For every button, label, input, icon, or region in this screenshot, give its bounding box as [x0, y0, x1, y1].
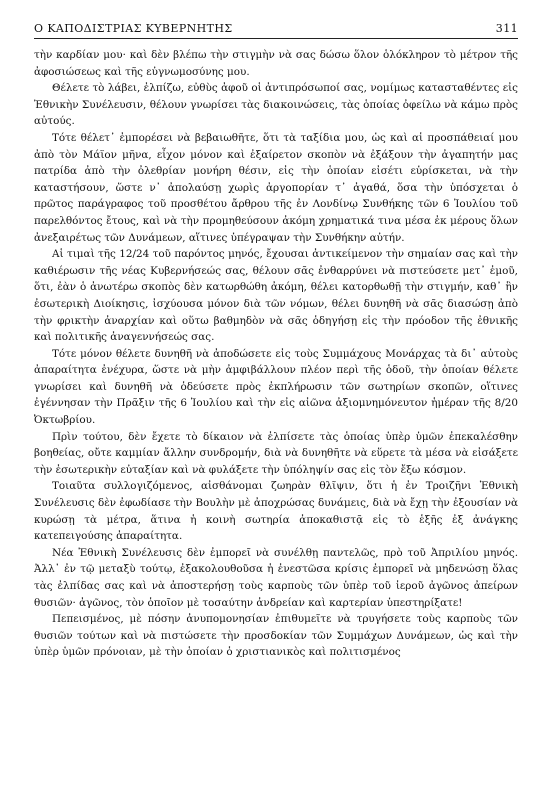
running-title: Ο ΚΑΠΟΔΙΣΤΡΙΑΣ ΚΥΒΕΡΝΗΤΗΣ	[34, 22, 233, 35]
paragraph: Τότε θέλετ᾽ ἐμπορέσει νὰ βεβαιωθῆτε, ὅτι τὰ ταξίδια μου, ὡς καὶ αἱ προσπάθειαί μου ἀπὸ τὸν Μάϊον μῆνα, εἶχον μόνον καὶ ἐξαίρετον σκοπὸν νὰ ἐξάξουν τὴν ἀγαπητήν μας πατρίδα ἀπὸ τὴν ὀλεθρίαν μονήρη θέσιν, εἰς τὴν ὁποίαν εἰσέτι εὑρίσκεται, νὰ τὴν καταστήσουν, ὥστε ν᾽ ἀπολαύσῃ χωρὶς ἀργοπορίαν τ᾽ ἀγαθά, ὅσα τὴν ὑπόσχεται ὁ πρῶτος παράγραφος τοῦ προσθέτου ἄρθρου τῆς ἐν Λονδίνῳ Συνθήκης τῶν 6 Ἰουλίου τοῦ παρελθόντος ἔτους, καὶ νὰ τὴν προμηθεύσουν ἀκόμη χρηματικά τινα μέσα ἐκ μέρους ὅλων ἀνεξαιρέτως τῶν Δυνάμεων, αἵτινες ὑπέγραψαν τὴν Συνθήκην αὐτήν.	[34, 131, 518, 244]
book-page	[34, 22, 518, 782]
paragraph: Τότε μόνον θέλετε δυνηθῆ νὰ ἀποδώσετε εἰς τοὺς Συμμάχους Μονάρχας τὰ δι᾽ αὐτοὺς ἀπαραίτητα ἐνέχυρα, ὥστε νὰ μὴν ἀμφιβάλλουν πλέον περὶ τῆς ὁδοῦ, τὴν ὁποίαν θέλετε γνωρίσει καὶ δυνηθῆ νὰ ὁδεύσετε πρὸς ἐκπλήρωσιν τῶν σωτηρίων σκοπῶν, οἵτινες ἐγέννησαν τὴν Πρᾶξιν τῆς 6 Ἰουλίου καὶ τὴν εἰς αἰῶνα ἀξιομνημόνευτον ἡμέραν τῆς 8/20 Ὀκτωβρίου.	[34, 347, 518, 427]
page-number: 311	[495, 22, 518, 35]
paragraph: τὴν καρδίαν μου· καὶ δὲν βλέπω τὴν στιγμὴν νὰ σας δώσω ὅλον ὁλόκληρον τὸ μέτρον τῆς ἀφοσιώσεως καὶ τῆς εὐγνωμοσύνης μου.	[34, 49, 518, 78]
paragraph: Αἱ τιμαὶ τῆς 12/24 τοῦ παρόντος μηνός, ἔχουσαι ἀντικείμενον τὴν σημαίαν σας καὶ τὴν καθιέρωσιν τῆς νέας Κυβερνήσεώς σας, θέλουν σᾶς ἐνθαρρύνει νὰ πιστεύσετε μετ᾽ ἐμοῦ, ὅτι, ἐὰν ὁ ἀνωτέρω σκοπὸς δὲν κατωρθώθη ἀκόμη, θέλει κατορθωθῇ τὴν στιγμήν, καθ᾽ ἣν ἐσωτερικὴ Διοίκησις, ἰσχύουσα μόνον διὰ τῶν νόμων, θέλει δυνηθῆ νὰ σᾶς διασώσῃ ἀπὸ τὴν φρικτὴν ἀναρχίαν καὶ οὕτω βαθμηδὸν νὰ σᾶς ὁδηγήσῃ εἰς τὴν πρόοδον τῆς ἐθνικῆς καὶ πολιτικῆς ἀναγεννήσεώς σας.	[34, 248, 518, 344]
paragraph: Πρὶν τούτου, δὲν ἔχετε τὸ δίκαιον νὰ ἐλπίσετε τὰς ὁποίας ὑπὲρ ὑμῶν ἐπεκαλέσθην βοηθείας, οὔτε καμμίαν ἄλλην συνδρομήν, διὰ νὰ δυνηθῆτε νὰ εὕρετε τὰ μέσα νὰ εἰσάξετε τὴν ἐσωτερικὴν εὐταξίαν καὶ νὰ φυλάξετε τὴν ὑπόληψίν σας εἰς τὸν ἔξω κόσμον.	[34, 430, 518, 476]
paragraph: Θέλετε τὸ λάβει, ἐλπίζω, εὐθὺς ἀφοῦ οἱ ἀντιπρόσωποί σας, νομίμως κατασταθέντες εἰς Ἐθνικὴν Συνέλευσιν, θέλουν γνωρίσει τὰς διακοινώσεις, τὰς ὁποίας ὀφείλω νὰ κάμω πρὸς αὐτούς.	[34, 82, 518, 128]
paragraph: Πεπεισμένος, μὲ πόσην ἀνυπομονησίαν ἐπιθυμεῖτε νὰ τρυγήσετε τοὺς καρποὺς τῶν θυσιῶν τούτων καὶ νὰ πιστώσετε τὴν προσδοκίαν τῶν Συμμάχων Δυνάμεων, ὡς καὶ τὴν ὑπὲρ ὑμῶν πρόνοιαν, μὲ τὴν ὁποίαν ὁ χριστιανικὸς καὶ πολιτισμένος	[34, 613, 518, 659]
body-text	[34, 47, 518, 661]
paragraph: Νέα Ἐθνικὴ Συνέλευσις δὲν ἐμπορεῖ νὰ συνέλθῃ παντελῶς, πρὸ τοῦ Ἀπριλίου μηνός. Ἀλλ᾽ ἐν τῷ μεταξὺ τούτῳ, ἐξακολουθοῦσα ἡ ἐνεστῶσα κρίσις ἐμπορεῖ νὰ μηδενώσῃ ὅλας τὰς ἐλπίδας σας καὶ νὰ ἀποστερήσῃ τοὺς καρποὺς τῶν ὑπὲρ τοῦ ἱεροῦ ἀγῶνος ἀπείρων θυσιῶν· ἀγῶνος, τὸν ὁποῖον μὲ τοσαύτην ἀνδρείαν καὶ καρτερίαν ὑπεστηρίξατε!	[34, 546, 518, 609]
paragraph: Τοιαῦτα συλλογιζόμενος, αἰσθάνομαι ζωηρὰν θλῖψιν, ὅτι ἡ ἐν Τροιζῆνι Ἐθνικὴ Συνέλευσις δὲν ἐφωδίασε τὴν Βουλὴν μὲ ἀποχρώσας δυνάμεις, διὰ νὰ ἔχῃ τὴν ἐξουσίαν νὰ κυρώσῃ τὰ μέτρα, ἅτινα ἡ κοινὴ σωτηρία ἀποκαθιστᾷ εἰς τὸ ἑξῆς ἐξ ἀνάγκης κατεπειγούσης ἀπαραίτητα.	[34, 480, 518, 543]
running-head	[34, 22, 518, 39]
